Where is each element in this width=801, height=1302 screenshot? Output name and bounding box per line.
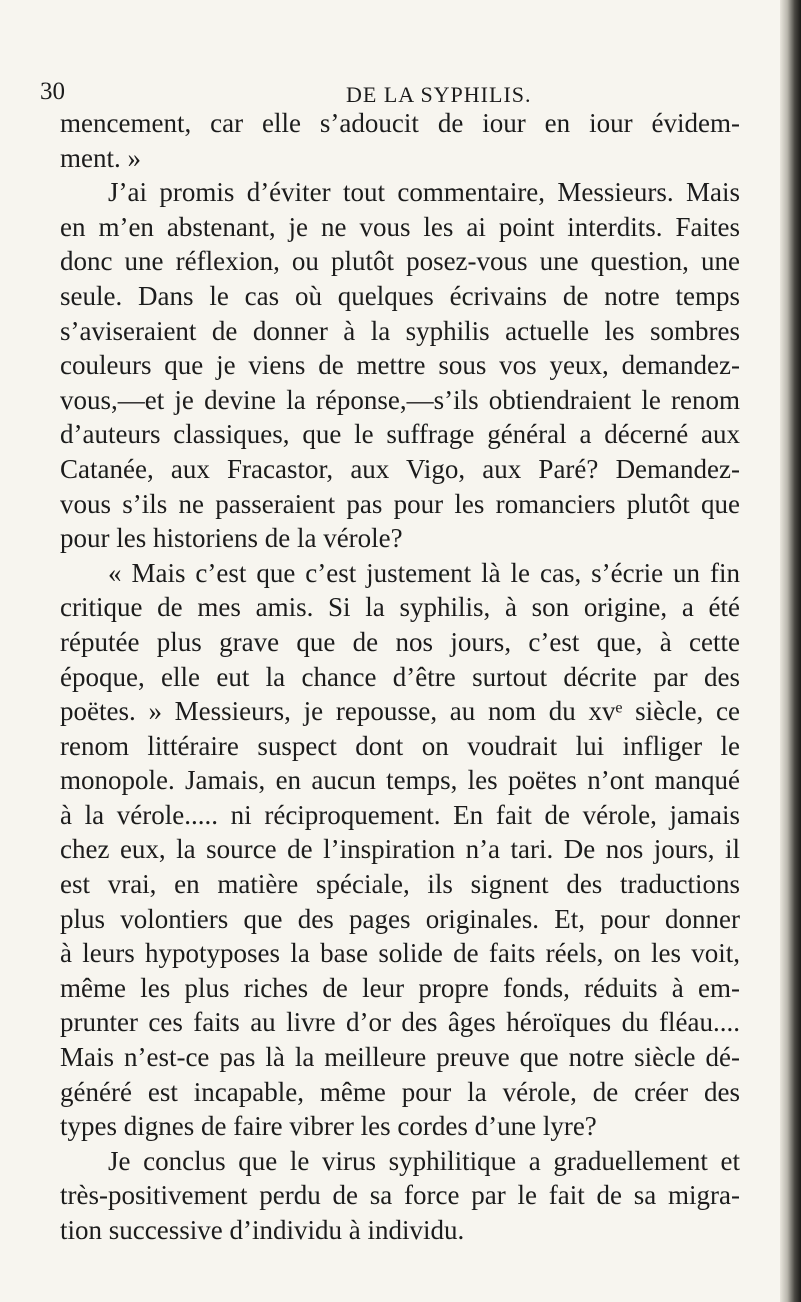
text-line: s’aviseraient de donner à la syphilis actuelle les sombres <box>60 315 740 346</box>
text-line: poëtes. » Messieurs, je repousse, au nom du xvᵉ siècle, ce <box>60 696 740 727</box>
text-line: Catanée, aux Fracastor, aux Vigo, aux Paré? Demandez- <box>60 453 740 484</box>
text-line: à la vérole..... ni réciproquement. En fait de vérole, jamais <box>60 799 740 830</box>
text-line: mencement, car elle s’adoucit de iour en iour évidem- <box>60 108 740 138</box>
page-number: 30 <box>40 78 65 105</box>
text-line: Je conclus que le virus syphilitique a graduellement et <box>108 1145 740 1176</box>
running-title: DE LA SYPHILIS. <box>346 82 532 107</box>
page-edge-shadow <box>780 0 801 1302</box>
text-line: pour les historiens de la vérole? <box>60 523 403 554</box>
running-head <box>40 78 740 108</box>
text-line: « Mais c’est que c’est justement là le cas, s’écrie un fin <box>108 557 740 588</box>
text-line: époque, elle eut la chance d’être surtout décrite par des <box>60 661 740 692</box>
text-line: même les plus riches de leur propre fonds, réduits à em- <box>60 972 740 1003</box>
text-line: monopole. Jamais, en aucun temps, les poëtes n’ont manqué <box>60 765 740 796</box>
text-line: tion successive d’individu à individu. <box>60 1215 465 1245</box>
text-line: réputée plus grave que de nos jours, c’est que, à cette <box>60 626 740 657</box>
text-line: est vrai, en matière spéciale, ils signent des traductions <box>60 869 740 900</box>
text-line: chez eux, la source de l’inspiration n’a tari. De nos jours, il <box>60 834 740 865</box>
text-line: types dignes de faire vibrer les cordes d’une lyre? <box>60 1111 597 1142</box>
text-line: vous,—et je devine la réponse,—s’ils obtiendraient le renom <box>60 384 740 415</box>
text-line: seule. Dans le cas où quelques écrivains de notre temps <box>60 280 740 311</box>
text-line: couleurs que je viens de mettre sous vos yeux, demandez- <box>60 350 740 381</box>
text-line: à leurs hypotyposes la base solide de faits réels, on les voit, <box>60 938 740 969</box>
text-line: J’ai promis d’éviter tout commentaire, Messieurs. Mais <box>108 177 740 208</box>
text-line: vous s’ils ne passeraient pas pour les romanciers plutôt que <box>60 488 740 519</box>
text-line: en m’en abstenant, je ne vous les ai point interdits. Faites <box>60 211 740 242</box>
text-line: renom littéraire suspect dont on voudrait lui infliger le <box>60 730 740 761</box>
text-line: critique de mes amis. Si la syphilis, à son origine, a été <box>60 592 740 623</box>
text-line: prunter ces faits au livre d’or des âges héroïques du fléau.... <box>60 1007 740 1038</box>
text-line: généré est incapable, même pour la vérole, de créer des <box>60 1076 740 1107</box>
text-line: donc une réflexion, ou plutôt posez-vous une question, une <box>60 246 740 277</box>
text-line: très-positivement perdu de sa force par le fait de sa migra- <box>60 1180 740 1211</box>
body-text <box>60 106 740 1248</box>
text-line: ment. » <box>60 142 141 173</box>
text-line: Mais n’est-ce pas là la meilleure preuve que notre siècle dé- <box>60 1042 740 1073</box>
text-line: plus volontiers que des pages originales. Et, pour donner <box>60 903 740 934</box>
text-line: d’auteurs classiques, que le suffrage général a décerné aux <box>60 419 740 450</box>
